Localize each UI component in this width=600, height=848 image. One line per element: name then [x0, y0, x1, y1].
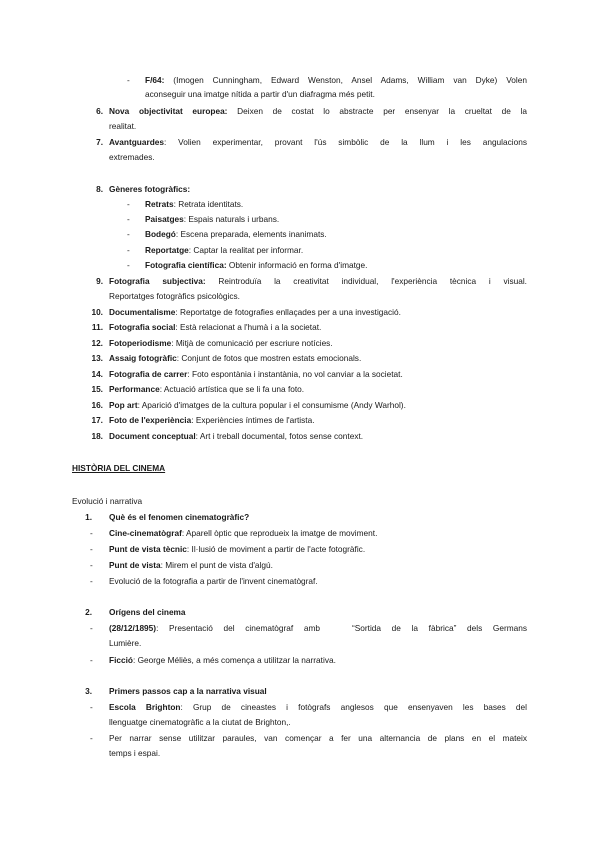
- bullet-dash: -: [90, 733, 93, 743]
- item-term: Pop art: [109, 400, 138, 410]
- q1-term: Punt de vista: [109, 560, 161, 570]
- bullet-dash: -: [90, 576, 93, 586]
- q2-fiction: [109, 654, 336, 666]
- genre-text: : Escena preparada, elements inanimats.: [175, 229, 327, 239]
- item-6-line1: [109, 105, 527, 117]
- bullet-dash: -: [90, 560, 93, 570]
- q2-date-text: : Presentació del cinematògraf amb “Sortida de la fàbrica” dels Germans: [156, 623, 527, 633]
- item-9-term: Fotografia subjectiva:: [109, 276, 206, 286]
- subheading: Evolució i narrativa: [72, 496, 143, 506]
- list-item: [109, 352, 361, 364]
- item-text: : Mitjà de comunicació per escriure notícies.: [171, 338, 333, 348]
- list-item: [109, 306, 401, 318]
- item-number: 10.: [91, 307, 103, 317]
- bullet-dash: -: [90, 528, 93, 538]
- item-text: : Experiències íntimes de l'artista.: [191, 415, 315, 425]
- item-term: Fotografia de carrer: [109, 369, 188, 379]
- genre-item: [145, 244, 303, 256]
- genre-term: Paisatges: [145, 214, 184, 224]
- list-item: [109, 321, 321, 333]
- genre-text: Obtenir informació en forma d'imatge.: [226, 260, 368, 270]
- item-7-text: : Volien experimentar, provant l'ús simbòlic de la llum i les angulacions: [164, 137, 527, 147]
- bullet-dash: -: [90, 623, 93, 633]
- bullet-dash: -: [127, 229, 130, 239]
- q1-text: Evolució de la fotografia a partir de l'invent cinematògraf.: [109, 576, 318, 586]
- item-term: Fotoperiodisme: [109, 338, 172, 348]
- q1-term: Punt de vista tècnic: [109, 544, 187, 554]
- q1-item: [109, 527, 377, 539]
- item-number: 13.: [91, 353, 103, 363]
- item-6-term: Nova objectivitat europea:: [109, 106, 228, 116]
- item-7-term: Avantguardes: [109, 137, 165, 147]
- item-8-number: 8.: [96, 184, 103, 194]
- list-item: [109, 414, 315, 426]
- q3-narrate-line2: temps i espai.: [109, 748, 161, 758]
- item-9-line1: [109, 275, 527, 287]
- q2-date-line2: Lumière.: [109, 638, 142, 648]
- bullet-dash: -: [127, 199, 130, 209]
- q1-title: Què és el fenomen cinematogràfic?: [109, 512, 250, 522]
- list-item: [109, 383, 304, 395]
- genre-term: Retrats: [145, 199, 174, 209]
- q3-brighton-text: : Grup de cineastes i fotògrafs anglesos que ensenyaven les bases del: [180, 702, 527, 712]
- item-7-line1: [109, 136, 527, 148]
- f64-term: F/64:: [145, 75, 165, 85]
- q2-fiction-text: : George Méliès, a més comença a utilitzar la narrativa.: [132, 655, 336, 665]
- q2-date-line1: [109, 622, 527, 634]
- q1-text: : Aparell òptic que reprodueix la imatge de moviment.: [181, 528, 378, 538]
- item-7-line2: extremades.: [109, 152, 155, 162]
- genres-title: Gèneres fotogràfics:: [109, 184, 191, 194]
- bullet-dash: -: [127, 245, 130, 255]
- item-number: 17.: [91, 415, 103, 425]
- item-number: 14.: [91, 369, 103, 379]
- item-number: 15.: [91, 384, 103, 394]
- item-term: Performance: [109, 384, 160, 394]
- q1-item: [109, 559, 273, 571]
- f64-line1: [145, 74, 527, 86]
- q3-title: Primers passos cap a la narrativa visual: [109, 686, 267, 696]
- genre-item: [145, 228, 327, 240]
- bullet-dash: -: [90, 655, 93, 665]
- q1-number: 1.: [85, 512, 92, 522]
- item-9-line2: Reportatges fotogràfics psicològics.: [109, 291, 240, 301]
- genre-term: Reportatge: [145, 245, 189, 255]
- bullet-dash: -: [127, 75, 130, 85]
- genre-term: Bodegó: [145, 229, 176, 239]
- genre-text: : Retrata identitats.: [173, 199, 244, 209]
- item-term: Document conceptual: [109, 431, 196, 441]
- item-6-number: 6.: [96, 106, 103, 116]
- q2-date-term: (28/12/1895): [109, 623, 157, 633]
- item-text: : Actuació artística que se li fa una foto.: [159, 384, 305, 394]
- bullet-dash: -: [127, 214, 130, 224]
- q1-item: [109, 575, 318, 587]
- q3-narrate-line1: Per narrar sense utilitzar paraules, van començar a fer una alternancia de plans en el mateix: [109, 733, 527, 743]
- q3-number: 3.: [85, 686, 92, 696]
- item-text: : Aparició d'imatges de la cultura popular i el consumisme (Andy Warhol).: [137, 400, 406, 410]
- item-term: Assaig fotogràfic: [109, 353, 177, 363]
- f64-text: (Imogen Cunningham, Edward Wenston, Ansel Adams, William van Dyke) Volen: [164, 75, 527, 85]
- item-9-number: 9.: [96, 276, 103, 286]
- q3-brighton-line1: [109, 701, 527, 713]
- q1-text: : Il·lusió de moviment a partir de l'acte fotogràfic.: [186, 544, 366, 554]
- q3-brighton-term: Escola Brighton: [109, 702, 181, 712]
- q3-brighton-line2: llenguatge cinematogràfic a la ciutat de Brighton,.: [109, 717, 291, 727]
- item-term: Fotografia social: [109, 322, 176, 332]
- q2-title: Orígens del cinema: [109, 607, 186, 617]
- q1-term: Cine-cinematògraf: [109, 528, 182, 538]
- item-6-text: Deixen de costat lo abstracte per ensenyar la crueltat de la: [227, 106, 527, 116]
- item-9-text: Reintroduïa la creativitat individual, l'experiència tècnica i visual.: [205, 276, 527, 286]
- list-item: [109, 368, 403, 380]
- genre-text: : Captar la realitat per informar.: [188, 245, 304, 255]
- item-text: : Reportatge de fotografies enllaçades per a una investigació.: [175, 307, 401, 317]
- item-text: : Art i treball documental, fotos sense context.: [195, 431, 364, 441]
- genre-item: [145, 213, 279, 225]
- genre-item: [145, 198, 243, 210]
- bullet-dash: -: [90, 544, 93, 554]
- section-heading: HISTÒRIA DEL CINEMA: [72, 463, 166, 473]
- item-term: Documentalisme: [109, 307, 176, 317]
- list-item: [109, 430, 363, 442]
- item-7-number: 7.: [96, 137, 103, 147]
- q2-number: 2.: [85, 607, 92, 617]
- genre-term: Fotografia científica:: [145, 260, 227, 270]
- q2-fiction-term: Ficció: [109, 655, 133, 665]
- q1-item: [109, 543, 365, 555]
- item-text: : Està relacionat a l'humà i a la societat.: [175, 322, 322, 332]
- item-number: 18.: [91, 431, 103, 441]
- f64-line2: aconseguir una imatge nítida a partir d'un diafragma més petit.: [145, 89, 375, 99]
- item-number: 12.: [91, 338, 103, 348]
- item-6-line2: realitat.: [109, 121, 137, 131]
- item-term: Foto de l'experiència: [109, 415, 192, 425]
- genre-item: [145, 259, 367, 271]
- item-number: 11.: [91, 322, 103, 332]
- item-number: 16.: [91, 400, 103, 410]
- q1-text: : Mirem el punt de vista d'algú.: [160, 560, 273, 570]
- list-item: [109, 399, 406, 411]
- list-item: [109, 337, 333, 349]
- item-text: : Foto espontània i instantània, no vol canviar a la societat.: [187, 369, 403, 379]
- genre-text: : Espais naturals i urbans.: [183, 214, 280, 224]
- bullet-dash: -: [90, 702, 93, 712]
- bullet-dash: -: [127, 260, 130, 270]
- item-text: : Conjunt de fotos que mostren estats emocionals.: [176, 353, 362, 363]
